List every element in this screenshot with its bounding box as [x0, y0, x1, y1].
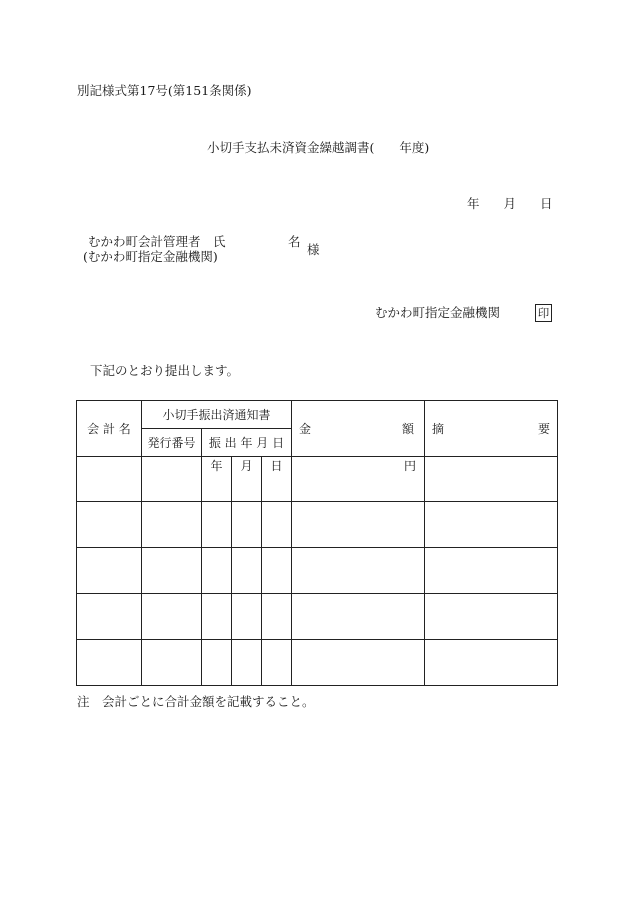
cell-summary[interactable] — [425, 457, 558, 502]
table-row — [77, 640, 558, 686]
addressee-line-1: むかわ町会計管理者 氏 名 — [88, 234, 301, 249]
cell-year[interactable] — [202, 502, 232, 548]
cell-amount[interactable] — [292, 640, 425, 686]
carryover-table — [76, 400, 558, 686]
cell-day[interactable] — [262, 594, 292, 640]
document-title: 小切手支払未済資金繰越調書( 年度) — [207, 140, 430, 155]
header-amount-right: 額 — [401, 421, 414, 436]
honorific: 様 — [307, 242, 320, 257]
unit-year: 年 — [210, 459, 223, 473]
submission-date — [467, 198, 553, 211]
cell-account[interactable] — [77, 594, 142, 640]
header-notice — [142, 401, 292, 429]
cell-summary[interactable] — [425, 502, 558, 548]
unit-yen: 円 — [403, 459, 416, 473]
cell-day[interactable] — [262, 640, 292, 686]
footnote: 注 会計ごとに合計金額を記載すること。 — [77, 694, 315, 709]
cell-amount[interactable] — [292, 548, 425, 594]
cell-issue-number[interactable] — [142, 594, 202, 640]
addressee-line-2: (むかわ町指定金融機関) — [83, 249, 218, 264]
header-summary — [425, 401, 558, 457]
header-issue-date — [202, 429, 292, 457]
header-notice-label: 小切手振出済通知書 — [162, 407, 271, 422]
cell-summary[interactable] — [425, 594, 558, 640]
cell-day[interactable] — [262, 502, 292, 548]
cell-day[interactable] — [262, 548, 292, 594]
cell-issue-number[interactable] — [142, 502, 202, 548]
date-day-label: 日 — [540, 196, 553, 211]
cell-month[interactable] — [232, 640, 262, 686]
cell-account[interactable] — [77, 548, 142, 594]
header-issue-number — [142, 429, 202, 457]
cell-issue-number[interactable] — [142, 640, 202, 686]
unit-day: 日 — [270, 459, 283, 473]
cell-issue-number[interactable] — [142, 457, 202, 502]
cell-day[interactable] — [262, 457, 292, 502]
cell-summary[interactable] — [425, 640, 558, 686]
table-row — [77, 502, 558, 548]
header-amount-left: 金 — [299, 421, 312, 436]
header-account — [77, 401, 142, 457]
form-reference: 別記様式第17号(第151条関係) — [77, 83, 252, 98]
cell-account[interactable] — [77, 457, 142, 502]
date-year-label: 年 — [467, 196, 480, 211]
cell-month[interactable] — [232, 502, 262, 548]
cell-issue-number[interactable] — [142, 548, 202, 594]
cell-month[interactable] — [232, 548, 262, 594]
header-account-label: 会 計 名 — [87, 421, 131, 436]
table-row — [77, 548, 558, 594]
cell-year[interactable] — [202, 548, 232, 594]
cell-account[interactable] — [77, 640, 142, 686]
cell-year[interactable] — [202, 640, 232, 686]
intro-text: 下記のとおり提出します。 — [90, 363, 240, 378]
header-summary-left: 摘 — [432, 421, 445, 436]
cell-amount[interactable] — [292, 502, 425, 548]
header-issue-number-label: 発行番号 — [147, 435, 196, 450]
cell-amount[interactable] — [292, 457, 425, 502]
cell-month[interactable] — [232, 457, 262, 502]
cell-summary[interactable] — [425, 548, 558, 594]
cell-month[interactable] — [232, 594, 262, 640]
seal-box: 印 — [535, 304, 552, 322]
header-issue-date-label: 振 出 年 月 日 — [208, 435, 285, 450]
cell-year[interactable] — [202, 594, 232, 640]
date-month-label: 月 — [503, 196, 517, 211]
cell-year[interactable] — [202, 457, 232, 502]
cell-amount[interactable] — [292, 594, 425, 640]
bank-name: むかわ町指定金融機関 — [375, 305, 501, 320]
table-row — [77, 457, 558, 502]
cell-account[interactable] — [77, 502, 142, 548]
unit-month: 月 — [240, 459, 253, 473]
header-summary-right: 要 — [537, 421, 550, 436]
table-row — [77, 594, 558, 640]
header-amount — [292, 401, 425, 457]
